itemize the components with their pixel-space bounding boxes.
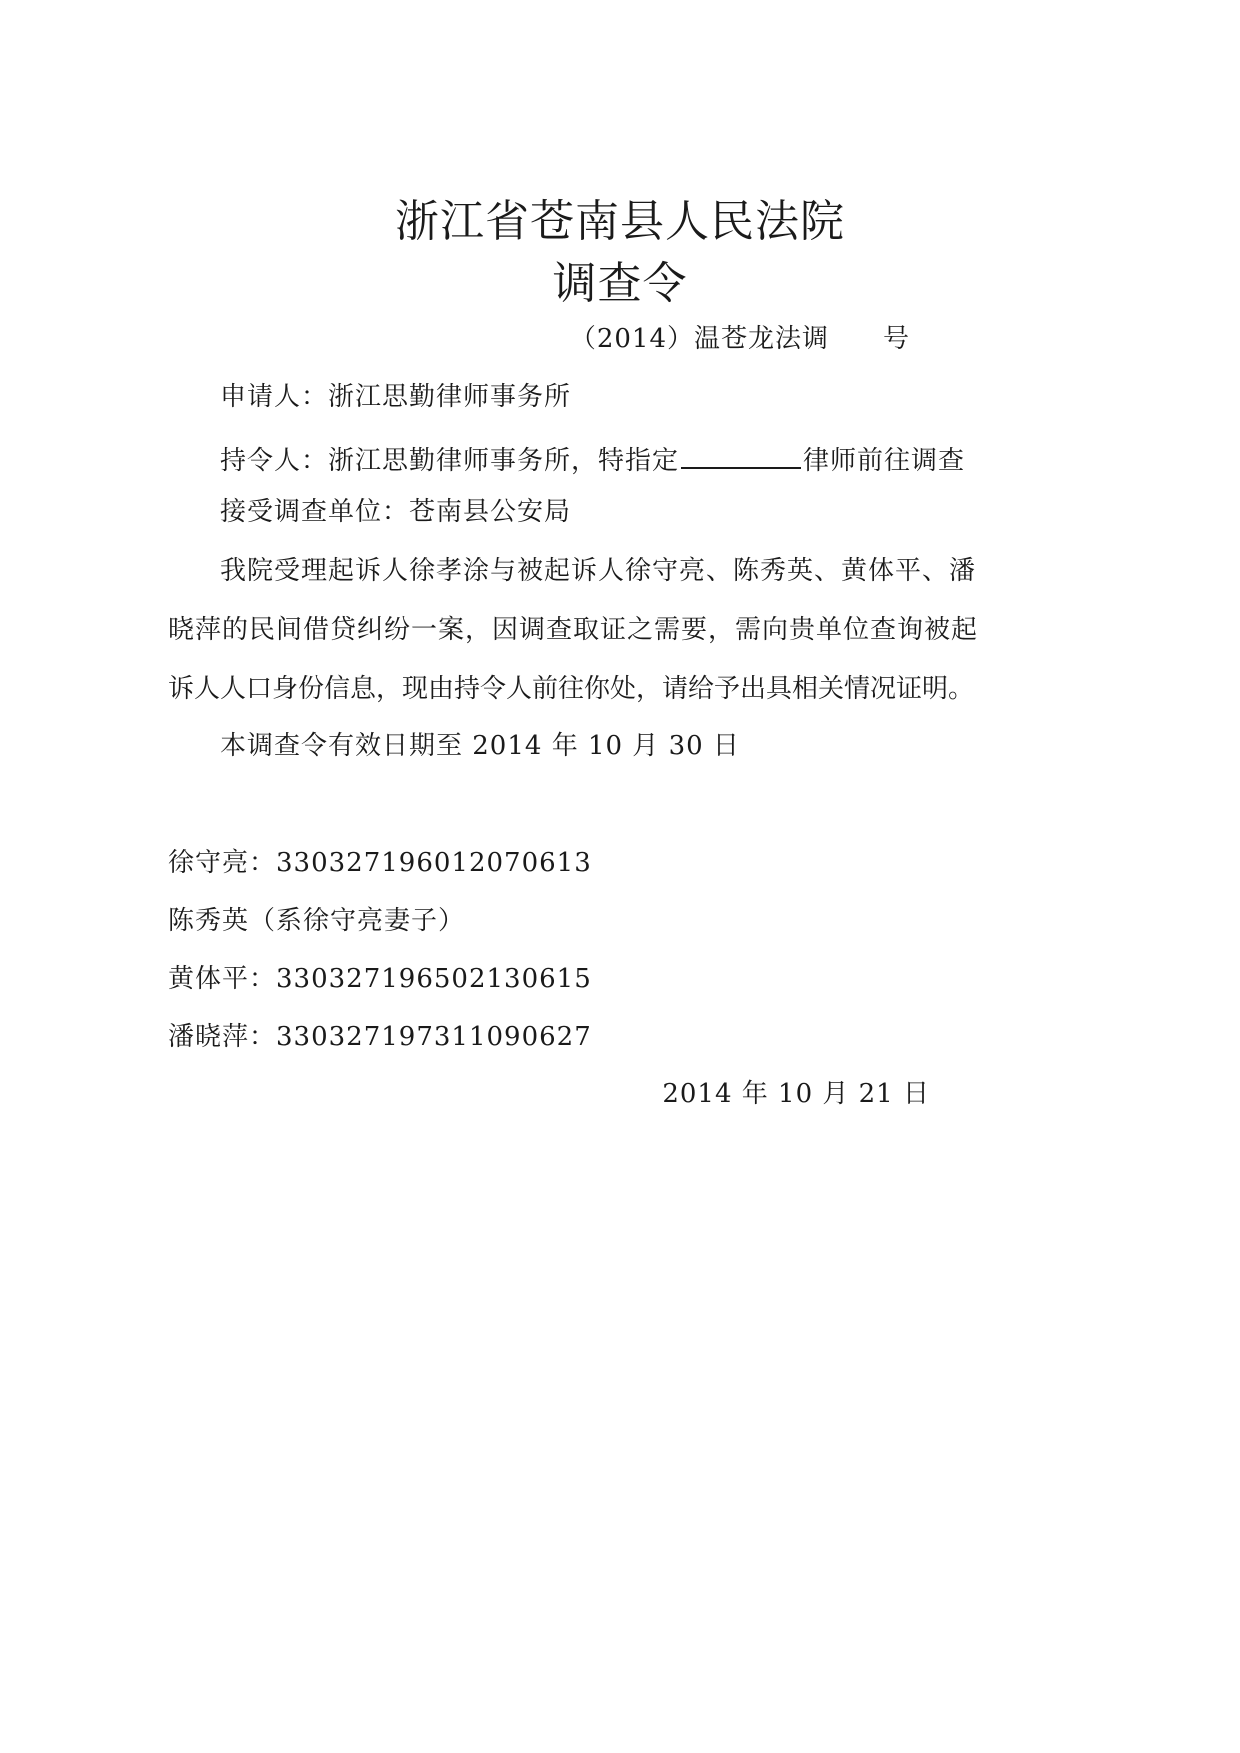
body-line-3: 诉人人口身份信息，现由持令人前往你处，请给予出具相关情况证明。 [168, 674, 975, 704]
body-line-2: 晓萍的民间借贷纠纷一案，因调查取证之需要，需向贵单位查询被起 [168, 615, 979, 645]
holder-prefix: 持令人：浙江思勤律师事务所，特指定 [220, 446, 680, 476]
holder-suffix: 律师前往调查 [803, 446, 966, 476]
applicant-line: 申请人：浙江思勤律师事务所 [220, 382, 572, 412]
target-unit-line: 接受调查单位：苍南县公安局 [220, 497, 572, 527]
case-number: （2014）温苍龙法调 号 [569, 324, 910, 354]
person-line-1: 徐守亮：330327196012070613 [168, 848, 592, 878]
issue-date: 2014 年 10 月 21 日 [662, 1079, 930, 1109]
validity-line: 本调查令有效日期至 2014 年 10 月 30 日 [220, 731, 740, 761]
court-name-title: 浙江省苍南县人民法院 [395, 196, 845, 247]
person-line-3: 黄体平：330327196502130615 [168, 964, 592, 994]
body-line-1: 我院受理起诉人徐孝涂与被起诉人徐守亮、陈秀英、黄体平、潘 [220, 556, 977, 586]
holder-line [220, 441, 965, 474]
person-line-2: 陈秀英（系徐守亮妻子） [168, 906, 466, 936]
lawyer-name-blank [681, 441, 801, 469]
document-type-title: 调查令 [552, 258, 688, 309]
person-line-4: 潘晓萍：330327197311090627 [168, 1022, 592, 1052]
